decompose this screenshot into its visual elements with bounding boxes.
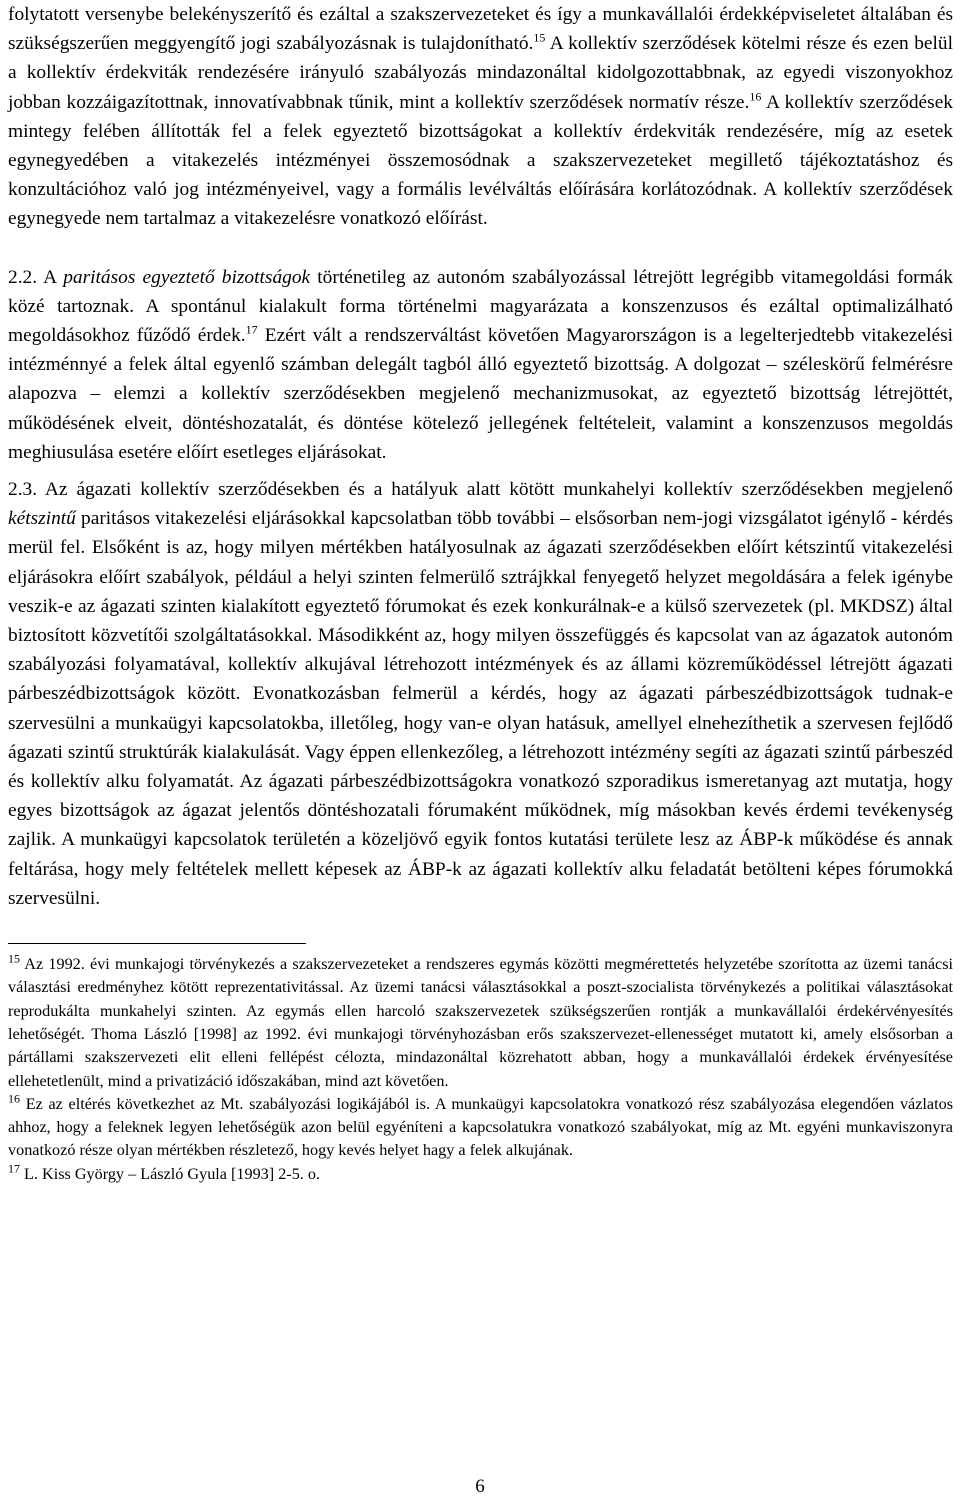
footnote-17 <box>8 1163 953 1186</box>
paragraph-section-2-3 <box>8 475 953 913</box>
footnote-separator <box>8 943 306 944</box>
footnote-ref[interactable]: 17 <box>245 322 258 337</box>
footnote-ref[interactable]: 16 <box>749 89 762 104</box>
paragraph-text: A kollektív szerződések mintegy felében állították fel a felek egyeztető bizottságokat a kollektív érdekviták rendezésére, míg az esetek egynegyedében a vitakezelés intézményei összemosódnak a szakszervezeteket megillető tájékoztatáshoz és konzultációhoz való jog intézményeivel, vagy a formális levélváltás előírására korlátozódnak. A kollektív szerződések egynegyede nem tartalmaz a vitakezelésre vonatkozó előírást. <box>8 91 954 230</box>
paragraph-text: A kollektív szerződések kötelmi része és ezen belül a kollektív érdekviták rendezésére irányuló szabályozás mindazonáltal kidolgozottabbnak, az egyedi viszonyokhoz jobban kozzáigazítottnak, innovatívabbnak tűnik, mint a kollektív szerződések normatív része. <box>8 33 953 113</box>
footnote-ref[interactable]: 15 <box>533 30 546 45</box>
paragraph-section-2-2 <box>8 263 953 467</box>
footnote-text: Az 1992. évi munkajogi törvénykezés a szakszervezeteket a rendszeres egymás közötti megmérettetés helyzetébe szorította az üzemi tanácsi választási eredményhez kötött reprezentativitással. Az üzemi tanácsi választásokkal a poszt-szocialista törvénykezés a politikai választásokat reprodukálta munkahelyi szinten. Az egymás ellen harcoló szakszervezetek szükségszerűen rontják a munkavállalói érdekérvényesítés lehetőségét. Thoma László [1998] az 1992. évi munkajogi törvényhozásban erős szakszervezet-ellenességet mutatott ki, amely elsősorban a pártállami szakszervezeti elit elleni fellépést célozta, mindazonáltal közrehatott abban, hogy a munkavállalói érdekek érvényesítése ellehetetlenült, mind a privatizáció időszakában, mind azt követően. <box>8 955 953 1090</box>
paragraph-text: 2.2. A <box>8 266 64 288</box>
footnote-text: Ez az eltérés következhet az Mt. szabályozási logikájából is. A munkaügyi kapcsolatokra vonatkozó rész szabályozása elegendően vázlatos ahhoz, hogy a feleknek legyen lehetőségük azon belül egyéníteni a kapcsolatukra vonatkozó szabályokat, míg az Mt. egyéni munkaviszonyra vonatkozó része olyan mértékben részletező, hogy kevés helyet hagy a felek alkujának. <box>8 1094 953 1160</box>
paragraph-text: történetileg az autonóm szabályozással létrejött legrégibb vitamegoldási formák közé tartoznak. A spontánul kialakult forma történelmi magyarázata a konszenzusos és ezáltal optimalizálható megoldásokhoz fűződő érdek. <box>8 266 953 347</box>
paragraph-intro <box>8 0 953 234</box>
document-page <box>8 0 953 1186</box>
emphasis-term: kétszintű <box>8 508 76 530</box>
footnote-number: 17 <box>8 1161 20 1176</box>
emphasis-term: paritásos egyeztető bizottságok <box>63 266 311 288</box>
footnote-number: 16 <box>8 1091 20 1106</box>
paragraph-text: Ezért vált a rendszerváltást követően Magyarországon is a legelterjedtebb vitakezelési intézménnyé a felek által egyenlő számban delegált tagból álló egyeztető bizottság. A dolgozat – széleskörű felmérésre alapozva – elemzi a kollektív szerződésekben megjelenő mechanizmusokat, az egyeztető bizottság létrejöttét, működésének elveit, döntéshozatalát, és döntése kötelező jellegének feltételeit, valamint a konszenzusos megoldás meghiusulása esetére előírt esetleges eljárásokat. <box>8 325 954 463</box>
paragraph-text: 2.3. Az ágazati kollektív szerződésekben és a hatályuk alatt kötött munkahelyi kollektív szerződésekben megjelenő <box>8 479 953 501</box>
paragraph-text: paritásos vitakezelési eljárásokkal kapcsolatban több további – elsősorban nem-jogi vizsgálatot igénylő - kérdés merül fel. Elsőként is az, hogy milyen mértékben hatályosulnak az ágazati szerződésekben előírt kétszintű vitakezelési eljárásokra előírt szabályok, például a helyi szinten felmerülő sztrájkkal fenyegető helyzet megoldására a felek igénybe veszik-e az ágazati szinten kialakított egyeztető fórumokat és ezek konkurálnak-e a külső szervezetek (pl. MKDSZ) által biztosított közvetítői szolgáltatásokkal. Másodikként az, hogy milyen összefüggés és kapcsolat van az ágazatok autonóm szabályozási folyamatával, kollektív alkujával létrehozott intézmények és az állami közreműködéssel létrejött ágazati párbeszédbizottságok között. Evonatkozásban felmerül a kérdés, hogy az ágazati párbeszédbizottságok tudnak-e szervesülni a munkaügyi kapcsolatokba, illetőleg, hogy van-e olyan hatásuk, amellyel elnehezíthetik a szervesen fejlődő ágazati szintű struktúrák kialakulását. Vagy éppen ellenkezőleg, a létrehozott intézmény segíti az ágazati szintű párbeszéd és kollektív alku folyamatát. Az ágazati párbeszédbizottságokra vonatkozó szporadikus ismeretanyag azt mutatja, hogy egyes bizottságok az ágazat jelentős döntéshozatali fórumaként működnek, míg másokban kevés érdemi tevékenység zajlik. A munkaügyi kapcsolatok területén a közeljövő egyik fontos kutatási területe lesz az ÁBP-k működése és annak feltárása, hogy mely feltételek mellett képesek az ÁBP-k az ágazati kollektív alku feladatát betölteni képes fórumokká szervesülni. <box>8 508 953 909</box>
footnote-15 <box>8 953 953 1093</box>
footnote-number: 15 <box>8 951 20 966</box>
paragraph-text: folytatott versenybe belekényszerítő és ezáltal a szakszervezeteket és így a munkavállalói érdekképviseletet általában és szükségszerűen meggyengítő jogi szabályozásnak is tulajdonítható. <box>8 4 953 55</box>
footnote-16 <box>8 1093 953 1163</box>
page-number: 6 <box>475 1476 485 1497</box>
footnote-text: L. Kiss György – László Gyula [1993] 2-5. o. <box>20 1164 321 1183</box>
